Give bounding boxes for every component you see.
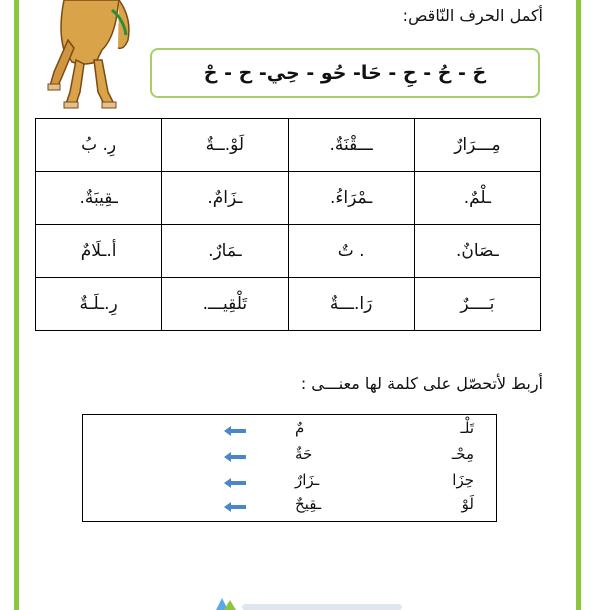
left-arrow-icon — [223, 477, 247, 489]
grid-cell: ـمْرَاءُ. — [288, 172, 414, 225]
camel-illustration — [24, 0, 144, 110]
word-grid — [35, 118, 541, 331]
grid-cell: ـزَامٌ. — [162, 172, 288, 225]
instruction-complete-letter: أكمل الحرف النّاقص: — [402, 6, 543, 25]
grid-cell: مِـــرَارٌ — [414, 119, 540, 172]
grid-cell: رِ. بُ — [36, 119, 162, 172]
instruction-match: أربط لأتحصّل على كلمة لها معنـــى : — [300, 374, 543, 393]
grid-cell: بَــــرٌ — [414, 278, 540, 331]
match-start: مِحْـ — [451, 445, 474, 463]
match-end: ـزَارٌ — [295, 471, 320, 489]
matching-row — [83, 445, 496, 469]
grid-cell: ـمَارٌ. — [162, 225, 288, 278]
match-start: تَلْـ — [460, 419, 474, 437]
grid-cell: رَا.ـــةٌ — [288, 278, 414, 331]
table-row — [36, 119, 541, 172]
left-arrow-icon — [223, 451, 247, 463]
grid-cell: ـلْمٌ. — [414, 172, 540, 225]
page-border-left — [14, 0, 19, 610]
match-start: لَوْ — [461, 495, 474, 513]
grid-cell: رِ.ـلَـةٌ — [36, 278, 162, 331]
table-row — [36, 278, 541, 331]
match-end: ـقِيحٌ — [295, 495, 322, 513]
left-arrow-icon — [223, 425, 247, 437]
matching-row — [83, 419, 496, 443]
grid-cell: ـــقْنَةٌ. — [288, 119, 414, 172]
table-row — [36, 172, 541, 225]
matching-box — [82, 414, 497, 522]
match-end: مٌ — [295, 419, 305, 437]
grid-cell: لَوْ.ــةٌ — [162, 119, 288, 172]
page-border-right — [576, 0, 581, 610]
letters-box: حَ - حُ - حِ - حَا- حُو - حِي- ح - حْ — [150, 48, 540, 98]
grid-cell: تَلْقِيـــ. — [162, 278, 288, 331]
grid-cell: أ.ـلَامٌ — [36, 225, 162, 278]
grid-cell: . تٌ — [288, 225, 414, 278]
table-row — [36, 225, 541, 278]
footer-logo — [210, 596, 410, 610]
match-end: حَةٌ — [295, 445, 313, 463]
matching-row — [83, 471, 496, 495]
matching-row — [83, 495, 496, 519]
match-start: حِزَا — [452, 471, 474, 489]
grid-cell: ـصَانٌ. — [414, 225, 540, 278]
left-arrow-icon — [223, 501, 247, 513]
grid-cell: ـقِيبَةٌ. — [36, 172, 162, 225]
